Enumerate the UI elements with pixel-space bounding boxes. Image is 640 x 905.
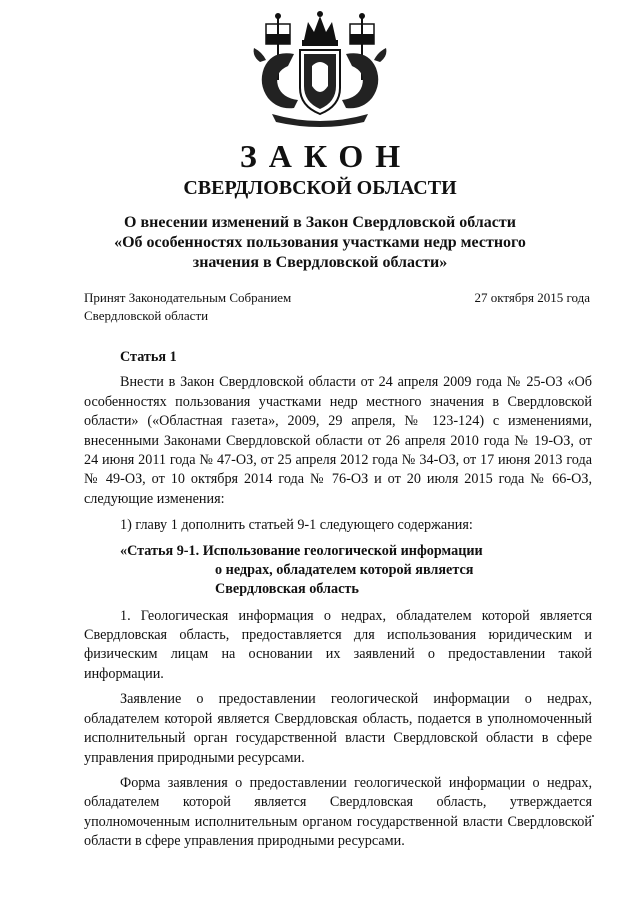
new-article-heading-line-1: «Статья 9-1. Использование геологической информации — [120, 542, 483, 559]
subject-line-3: значения в Свердловской области» — [192, 254, 448, 271]
new-article-heading-line-3: Свердловская область — [215, 580, 359, 597]
new-article-paragraph-3: Форма заявления о предоставлении геологической информации о недрах, обладателем которой является Свердловская область, утверждается уполномоченным исполнительным органом государственной власти Свердловской области в сфере управления природными ресурсами. — [84, 774, 592, 850]
amendment-item-1: 1) главу 1 дополнить статьей 9-1 следующего содержания: — [120, 517, 473, 534]
new-article-heading — [120, 542, 592, 599]
new-article-paragraph-1: 1. Геологическая информация о недрах, обладателем которой является Свердловская область, предоставляется для использования юридическим и физическим лицам на основании их заявлений о предоставлении такой информации. — [84, 607, 592, 682]
document-title: ЗАКОН — [239, 138, 413, 174]
adoption-date: 27 октября 2015 года — [474, 290, 590, 305]
document-subtitle: СВЕРДЛОВСКОЙ ОБЛАСТИ — [183, 177, 457, 199]
adopting-body — [84, 289, 291, 325]
adopting-body-line-2: Свердловской области — [84, 308, 209, 323]
page-mark — [592, 815, 594, 817]
subject-line-2: «Об особенностях пользования участками недр местного — [114, 234, 526, 251]
new-article-heading-line-2: о недрах, обладателем которой является — [215, 561, 474, 578]
coat-of-arms-emblem — [238, 10, 402, 128]
article-intro-paragraph: Внести в Закон Свердловской области от 24 апреля 2009 года № 25-ОЗ «Об особенностях пользования участками недр местного значения в Свердловской области» («Областная газета», 2009, 29 апреля, № 123-124) с изменениями, внесенными Законами Свердловской области от 26 апреля 2010 года № 19-ОЗ, от 24 июня 2011 года № 47-ОЗ, от 25 апреля 2012 года № 34-ОЗ, от 17 июня 2013 года № 49-ОЗ, от 10 октября 2014 года № 76-ОЗ и от 20 июля 2015 года № 66-ОЗ, следующие изменения: — [84, 374, 592, 507]
law-subject — [60, 213, 580, 273]
article-heading: Статья 1 — [120, 349, 177, 365]
law-body — [84, 348, 592, 858]
adopting-body-line-1: Принят Законодательным Собранием — [84, 290, 292, 305]
new-article-paragraph-2: Заявление о предоставлении геологической информации о недрах, обладателем которой является Свердловская область, подается в уполномоченный исполнительный орган государственной власти Свердловской области в сфере управления природными ресурсами. — [84, 691, 592, 766]
subject-line-1: О внесении изменений в Закон Свердловской области — [124, 214, 516, 231]
